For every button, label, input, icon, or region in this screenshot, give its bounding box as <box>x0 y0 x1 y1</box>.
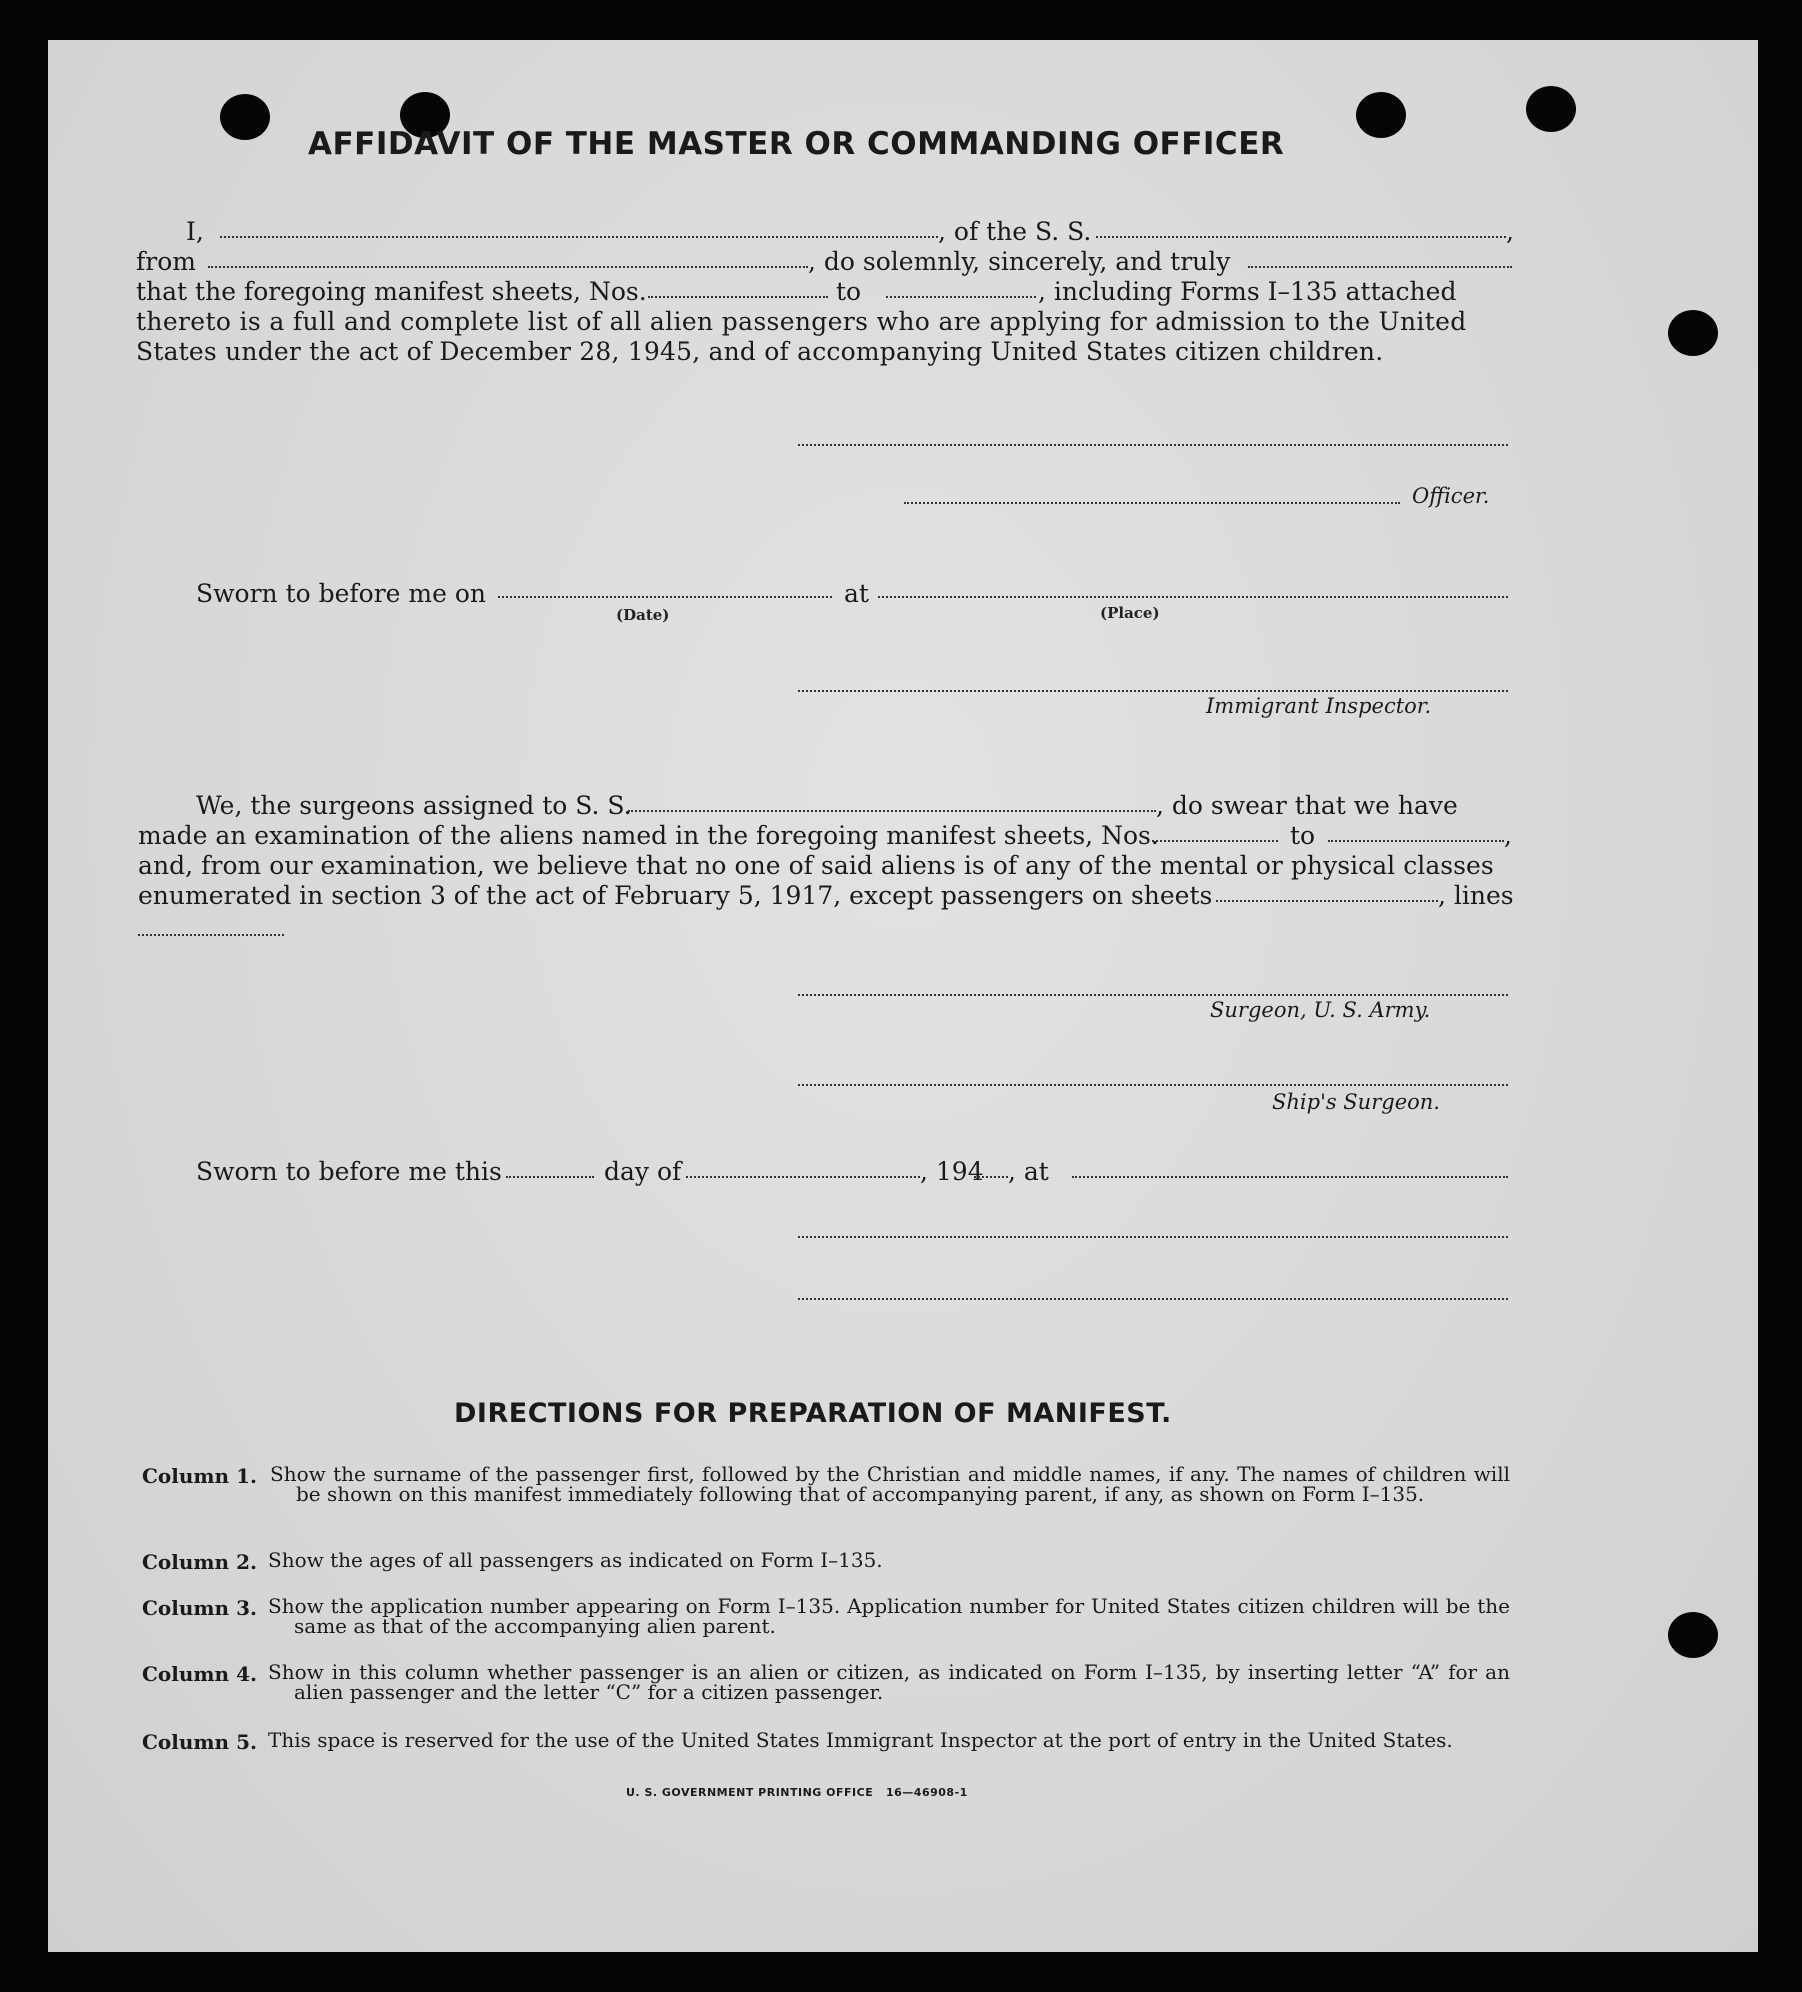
page-title: AFFIDAVIT OF THE MASTER OR COMMANDING OFFICER <box>308 126 1285 162</box>
column-4-label: Column 4. <box>142 1662 257 1686</box>
surgeons-lines: , lines <box>1438 881 1514 910</box>
column-5-label: Column 5. <box>142 1730 257 1754</box>
affidavit-foregoing: that the foregoing manifest sheets, Nos. <box>136 277 647 306</box>
sworn-on-text: Sworn to before me on <box>196 579 487 608</box>
sworn-at: at <box>844 579 869 608</box>
year-blank <box>974 1176 1008 1178</box>
surgeons-we: We, the surgeons assigned to S. S. <box>196 791 632 820</box>
affidavit-including: , including Forms I–135 attached <box>1038 277 1457 306</box>
sworn2-at: , at <box>1008 1157 1049 1186</box>
inspector-label: Immigrant Inspector. <box>1206 694 1432 718</box>
surgeons-ship-blank <box>628 810 1156 812</box>
sworn-this-text: Sworn to before me this <box>196 1157 502 1186</box>
solemnly-blank <box>1248 266 1512 268</box>
affidavit-line4: thereto is a full and complete list of all alien passengers who are applying for admission to the United <box>136 307 1467 336</box>
column-4-text: Show in this column whether passenger is an alien or citizen, as indicated on Form I–135, by inserting letter “A” for an alien passenger and the letter “C” for a citizen passenger. <box>268 1660 1510 1704</box>
except-sheets-blank <box>1216 900 1438 902</box>
column-2-label: Column 2. <box>142 1550 257 1574</box>
surgeons-made-exam: made an examination of the aliens named in the foregoing manifest sheets, Nos. <box>138 821 1159 850</box>
ship-blank <box>1096 236 1506 238</box>
surgeons-to: to <box>1290 821 1316 850</box>
inspector-signature-line <box>798 690 1508 692</box>
form-code: 16—46908-1 <box>886 1786 968 1799</box>
lines-blank <box>138 934 284 936</box>
day-blank <box>506 1176 594 1178</box>
directions-title: DIRECTIONS FOR PREPARATION OF MANIFEST. <box>454 1398 1172 1429</box>
officer-title-line <box>904 502 1400 504</box>
affidavit-solemnly: , do solemnly, sincerely, and truly <box>808 247 1231 276</box>
column-5-text: This space is reserved for the use of the United States Immigrant Inspector at the port of entry in the United States. <box>268 1728 1453 1752</box>
punch-hole <box>1356 92 1406 138</box>
affidavit-from: from <box>136 247 196 276</box>
punch-hole <box>1668 310 1718 356</box>
affidavit-of-ss: , of the S. S. <box>938 217 1092 246</box>
master-signature-line <box>798 444 1508 446</box>
sworn-date-blank <box>498 596 832 598</box>
army-surgeon-line <box>798 994 1508 996</box>
nos-to-blank <box>886 296 1036 298</box>
ship-surgeon-line <box>798 1084 1508 1086</box>
affidavit-to: to <box>836 277 862 306</box>
surgeons-swear: , do swear that we have <box>1156 791 1458 820</box>
from-blank <box>208 266 808 268</box>
nos-from-blank <box>648 296 828 298</box>
army-surgeon-label: Surgeon, U. S. Army. <box>1210 998 1431 1022</box>
punch-hole <box>1526 86 1576 132</box>
month-blank <box>686 1176 920 1178</box>
surgeons-nos-from-blank <box>1152 840 1278 842</box>
column-1-label: Column 1. <box>142 1464 257 1488</box>
sworn2-place-blank <box>1072 1176 1508 1178</box>
punch-hole <box>1668 1612 1718 1658</box>
surgeons-comma: , <box>1504 821 1512 850</box>
column-2-text: Show the ages of all passengers as indicated on Form I–135. <box>268 1548 883 1572</box>
document-page <box>48 40 1758 1952</box>
date-label: (Date) <box>616 606 670 624</box>
sworn2-signature-line-2 <box>798 1298 1508 1300</box>
printer-imprint: U. S. GOVERNMENT PRINTING OFFICE <box>626 1786 874 1799</box>
place-label: (Place) <box>1100 604 1160 622</box>
sworn-place-blank <box>878 596 1508 598</box>
column-1-text: Show the surname of the passenger first, followed by the Christian and middle names, if any. The names of children will be shown on this manifest immediately following that of accompanying parent, if any, as shown on Form I–135. <box>270 1462 1510 1506</box>
year-text: , 194 <box>920 1157 984 1186</box>
affidavit-line5: States under the act of December 28, 1945, and of accompanying United States citizen children. <box>136 337 1384 366</box>
sworn2-signature-line-1 <box>798 1236 1508 1238</box>
affidavit-comma: , <box>1506 217 1514 246</box>
punch-hole <box>220 94 270 140</box>
officer-label: Officer. <box>1412 484 1490 508</box>
column-3-label: Column 3. <box>142 1596 257 1620</box>
name-blank <box>220 236 938 238</box>
surgeons-line4: enumerated in section 3 of the act of February 5, 1917, except passengers on sheets <box>138 881 1213 910</box>
day-of: day of <box>604 1157 682 1186</box>
surgeons-nos-to-blank <box>1328 840 1504 842</box>
column-3-text: Show the application number appearing on Form I–135. Application number for United States citizen children will be the same as that of the accompanying alien parent. <box>268 1594 1510 1638</box>
surgeons-line3: and, from our examination, we believe that no one of said aliens is of any of the mental or physical classes <box>138 851 1494 880</box>
ship-surgeon-label: Ship's Surgeon. <box>1272 1090 1440 1114</box>
affidavit-i: I, <box>186 217 204 246</box>
